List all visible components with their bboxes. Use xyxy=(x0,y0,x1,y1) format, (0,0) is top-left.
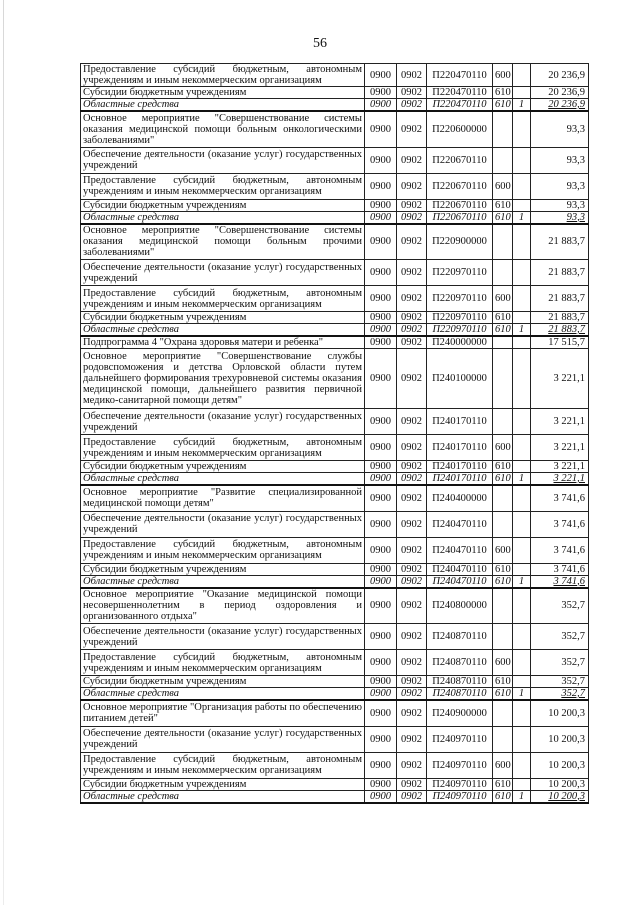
cell-amount: 10 200,3 xyxy=(531,790,589,803)
cell-amount: 20 236,9 xyxy=(531,99,589,112)
table-row xyxy=(81,199,589,211)
cell-expense-type: 600 xyxy=(493,173,513,199)
cell-amount: 352,7 xyxy=(531,588,589,624)
cell-target-article: П240970110 xyxy=(427,752,493,778)
cell-subsection: 0902 xyxy=(397,199,427,211)
cell-funding-source xyxy=(513,349,531,409)
cell-name: Предоставление субсидий бюджетным, автономным учреждениям и иным некоммерческим организациям xyxy=(81,435,365,461)
cell-funding-source: 1 xyxy=(513,790,531,803)
cell-subsection: 0902 xyxy=(397,111,427,147)
table-row xyxy=(81,409,589,435)
cell-funding-source xyxy=(513,752,531,778)
cell-name: Субсидии бюджетным учреждениям xyxy=(81,312,365,324)
cell-funding-source xyxy=(513,87,531,99)
cell-target-article: П220470110 xyxy=(427,99,493,112)
cell-expense-type: 610 xyxy=(493,211,513,224)
cell-expense-type: 610 xyxy=(493,199,513,211)
cell-target-article: П240170110 xyxy=(427,461,493,473)
cell-funding-source xyxy=(513,624,531,650)
cell-target-article: П240170110 xyxy=(427,473,493,486)
table-row xyxy=(81,688,589,701)
cell-section: 0900 xyxy=(365,211,397,224)
cell-subsection: 0902 xyxy=(397,64,427,87)
cell-funding-source xyxy=(513,588,531,624)
cell-funding-source xyxy=(513,726,531,752)
cell-subsection: 0902 xyxy=(397,778,427,790)
table-row xyxy=(81,260,589,286)
cell-name: Областные средства xyxy=(81,99,365,112)
cell-target-article: П220670110 xyxy=(427,147,493,173)
table-row xyxy=(81,99,589,112)
cell-name: Областные средства xyxy=(81,790,365,803)
cell-name: Подпрограмма 4 "Охрана здоровья матери и ребенка" xyxy=(81,336,365,349)
table-row xyxy=(81,650,589,676)
cell-section: 0900 xyxy=(365,790,397,803)
cell-subsection: 0902 xyxy=(397,688,427,701)
cell-target-article: П240970110 xyxy=(427,790,493,803)
cell-funding-source: 1 xyxy=(513,324,531,337)
cell-funding-source xyxy=(513,435,531,461)
cell-funding-source xyxy=(513,461,531,473)
cell-amount: 93,3 xyxy=(531,211,589,224)
cell-name: Предоставление субсидий бюджетным, автономным учреждениям и иным некоммерческим организациям xyxy=(81,752,365,778)
cell-section: 0900 xyxy=(365,624,397,650)
cell-name: Предоставление субсидий бюджетным, автономным учреждениям и иным некоммерческим организациям xyxy=(81,173,365,199)
cell-target-article: П220470110 xyxy=(427,87,493,99)
cell-section: 0900 xyxy=(365,700,397,726)
cell-subsection: 0902 xyxy=(397,726,427,752)
cell-funding-source xyxy=(513,409,531,435)
cell-expense-type: 610 xyxy=(493,312,513,324)
cell-target-article: П240000000 xyxy=(427,336,493,349)
cell-subsection: 0902 xyxy=(397,99,427,112)
cell-target-article: П240400000 xyxy=(427,485,493,511)
cell-section: 0900 xyxy=(365,563,397,575)
cell-subsection: 0902 xyxy=(397,173,427,199)
cell-section: 0900 xyxy=(365,147,397,173)
cell-amount: 93,3 xyxy=(531,147,589,173)
cell-amount: 93,3 xyxy=(531,111,589,147)
cell-section: 0900 xyxy=(365,224,397,260)
cell-amount: 20 236,9 xyxy=(531,64,589,87)
cell-amount: 3 221,1 xyxy=(531,409,589,435)
cell-expense-type: 610 xyxy=(493,324,513,337)
cell-target-article: П220470110 xyxy=(427,64,493,87)
cell-amount: 10 200,3 xyxy=(531,778,589,790)
cell-amount: 21 883,7 xyxy=(531,312,589,324)
table-row xyxy=(81,324,589,337)
cell-expense-type: 610 xyxy=(493,563,513,575)
cell-target-article: П240470110 xyxy=(427,575,493,588)
page-number: 56 xyxy=(313,36,327,51)
cell-funding-source: 1 xyxy=(513,473,531,486)
cell-expense-type xyxy=(493,624,513,650)
table-row xyxy=(81,511,589,537)
cell-funding-source xyxy=(513,260,531,286)
cell-section: 0900 xyxy=(365,64,397,87)
cell-expense-type xyxy=(493,726,513,752)
cell-name: Областные средства xyxy=(81,688,365,701)
cell-amount: 10 200,3 xyxy=(531,726,589,752)
cell-expense-type: 600 xyxy=(493,64,513,87)
cell-expense-type: 610 xyxy=(493,790,513,803)
cell-name: Обеспечение деятельности (оказание услуг) государственных учреждений xyxy=(81,260,365,286)
table-row xyxy=(81,111,589,147)
cell-amount: 352,7 xyxy=(531,688,589,701)
cell-target-article: П240970110 xyxy=(427,778,493,790)
cell-expense-type: 610 xyxy=(493,778,513,790)
cell-subsection: 0902 xyxy=(397,349,427,409)
cell-subsection: 0902 xyxy=(397,260,427,286)
cell-expense-type: 610 xyxy=(493,575,513,588)
cell-section: 0900 xyxy=(365,409,397,435)
cell-name: Субсидии бюджетным учреждениям xyxy=(81,87,365,99)
cell-funding-source: 1 xyxy=(513,688,531,701)
cell-subsection: 0902 xyxy=(397,511,427,537)
cell-amount: 21 883,7 xyxy=(531,224,589,260)
cell-amount: 3 741,6 xyxy=(531,563,589,575)
table-row xyxy=(81,676,589,688)
cell-expense-type xyxy=(493,111,513,147)
cell-name: Обеспечение деятельности (оказание услуг) государственных учреждений xyxy=(81,624,365,650)
cell-name: Областные средства xyxy=(81,211,365,224)
table-row xyxy=(81,700,589,726)
cell-section: 0900 xyxy=(365,511,397,537)
cell-funding-source xyxy=(513,199,531,211)
cell-funding-source xyxy=(513,676,531,688)
table-row xyxy=(81,173,589,199)
cell-target-article: П240900000 xyxy=(427,700,493,726)
cell-section: 0900 xyxy=(365,324,397,337)
cell-funding-source: 1 xyxy=(513,211,531,224)
cell-target-article: П220970110 xyxy=(427,324,493,337)
cell-section: 0900 xyxy=(365,485,397,511)
cell-section: 0900 xyxy=(365,688,397,701)
cell-section: 0900 xyxy=(365,461,397,473)
cell-amount: 21 883,7 xyxy=(531,260,589,286)
cell-funding-source xyxy=(513,224,531,260)
cell-subsection: 0902 xyxy=(397,324,427,337)
cell-section: 0900 xyxy=(365,111,397,147)
budget-table-body xyxy=(81,64,589,803)
cell-target-article: П220970110 xyxy=(427,286,493,312)
cell-expense-type xyxy=(493,485,513,511)
cell-expense-type: 600 xyxy=(493,435,513,461)
cell-target-article: П240870110 xyxy=(427,688,493,701)
cell-name: Субсидии бюджетным учреждениям xyxy=(81,461,365,473)
cell-target-article: П240470110 xyxy=(427,537,493,563)
table-row xyxy=(81,461,589,473)
cell-section: 0900 xyxy=(365,473,397,486)
cell-target-article: П240870110 xyxy=(427,624,493,650)
cell-subsection: 0902 xyxy=(397,700,427,726)
cell-target-article: П220970110 xyxy=(427,312,493,324)
cell-funding-source xyxy=(513,511,531,537)
cell-amount: 3 741,6 xyxy=(531,575,589,588)
cell-subsection: 0902 xyxy=(397,563,427,575)
cell-subsection: 0902 xyxy=(397,147,427,173)
cell-subsection: 0902 xyxy=(397,312,427,324)
cell-amount: 352,7 xyxy=(531,650,589,676)
cell-section: 0900 xyxy=(365,650,397,676)
cell-amount: 10 200,3 xyxy=(531,752,589,778)
cell-section: 0900 xyxy=(365,336,397,349)
cell-expense-type: 600 xyxy=(493,752,513,778)
cell-target-article: П240470110 xyxy=(427,563,493,575)
cell-expense-type: 610 xyxy=(493,676,513,688)
cell-amount: 21 883,7 xyxy=(531,286,589,312)
cell-expense-type: 610 xyxy=(493,688,513,701)
cell-funding-source xyxy=(513,147,531,173)
cell-name: Обеспечение деятельности (оказание услуг) государственных учреждений xyxy=(81,409,365,435)
cell-target-article: П240170110 xyxy=(427,435,493,461)
cell-funding-source xyxy=(513,286,531,312)
cell-expense-type: 610 xyxy=(493,87,513,99)
cell-amount: 17 515,7 xyxy=(531,336,589,349)
cell-amount: 10 200,3 xyxy=(531,700,589,726)
cell-target-article: П220970110 xyxy=(427,260,493,286)
cell-section: 0900 xyxy=(365,588,397,624)
cell-funding-source xyxy=(513,111,531,147)
table-row xyxy=(81,575,589,588)
cell-funding-source xyxy=(513,537,531,563)
cell-subsection: 0902 xyxy=(397,435,427,461)
cell-amount: 3 741,6 xyxy=(531,485,589,511)
cell-amount: 3 221,1 xyxy=(531,435,589,461)
cell-amount: 20 236,9 xyxy=(531,87,589,99)
cell-expense-type xyxy=(493,260,513,286)
table-row xyxy=(81,312,589,324)
cell-amount: 93,3 xyxy=(531,199,589,211)
cell-subsection: 0902 xyxy=(397,286,427,312)
cell-amount: 3 221,1 xyxy=(531,461,589,473)
scan-edge-line xyxy=(3,0,4,905)
cell-funding-source xyxy=(513,485,531,511)
cell-name: Субсидии бюджетным учреждениям xyxy=(81,676,365,688)
cell-funding-source xyxy=(513,336,531,349)
cell-target-article: П220600000 xyxy=(427,111,493,147)
cell-section: 0900 xyxy=(365,435,397,461)
cell-expense-type xyxy=(493,147,513,173)
table-row xyxy=(81,537,589,563)
cell-subsection: 0902 xyxy=(397,87,427,99)
cell-subsection: 0902 xyxy=(397,650,427,676)
cell-funding-source xyxy=(513,778,531,790)
cell-subsection: 0902 xyxy=(397,790,427,803)
cell-expense-type: 610 xyxy=(493,461,513,473)
cell-expense-type xyxy=(493,349,513,409)
cell-section: 0900 xyxy=(365,99,397,112)
table-row xyxy=(81,435,589,461)
table-row xyxy=(81,64,589,87)
cell-target-article: П240870110 xyxy=(427,676,493,688)
cell-section: 0900 xyxy=(365,752,397,778)
cell-name: Субсидии бюджетным учреждениям xyxy=(81,778,365,790)
cell-name: Предоставление субсидий бюджетным, автономным учреждениям и иным некоммерческим организациям xyxy=(81,537,365,563)
cell-section: 0900 xyxy=(365,575,397,588)
cell-subsection: 0902 xyxy=(397,624,427,650)
cell-section: 0900 xyxy=(365,87,397,99)
cell-expense-type: 600 xyxy=(493,650,513,676)
cell-subsection: 0902 xyxy=(397,537,427,563)
cell-amount: 3 221,1 xyxy=(531,473,589,486)
cell-funding-source: 1 xyxy=(513,575,531,588)
cell-target-article: П240100000 xyxy=(427,349,493,409)
cell-subsection: 0902 xyxy=(397,676,427,688)
cell-target-article: П240800000 xyxy=(427,588,493,624)
table-row xyxy=(81,473,589,486)
cell-section: 0900 xyxy=(365,173,397,199)
cell-section: 0900 xyxy=(365,778,397,790)
cell-expense-type xyxy=(493,409,513,435)
budget-table xyxy=(80,63,589,804)
cell-name: Областные средства xyxy=(81,473,365,486)
cell-name: Субсидии бюджетным учреждениям xyxy=(81,199,365,211)
table-row xyxy=(81,624,589,650)
cell-expense-type xyxy=(493,336,513,349)
table-row xyxy=(81,778,589,790)
cell-name: Субсидии бюджетным учреждениям xyxy=(81,563,365,575)
cell-section: 0900 xyxy=(365,286,397,312)
cell-expense-type: 600 xyxy=(493,286,513,312)
cell-target-article: П240170110 xyxy=(427,409,493,435)
cell-name: Обеспечение деятельности (оказание услуг) государственных учреждений xyxy=(81,511,365,537)
table-row xyxy=(81,87,589,99)
cell-amount: 3 741,6 xyxy=(531,537,589,563)
cell-expense-type: 610 xyxy=(493,99,513,112)
cell-expense-type xyxy=(493,224,513,260)
cell-section: 0900 xyxy=(365,260,397,286)
cell-target-article: П220900000 xyxy=(427,224,493,260)
table-row xyxy=(81,211,589,224)
table-row xyxy=(81,726,589,752)
cell-funding-source xyxy=(513,700,531,726)
cell-subsection: 0902 xyxy=(397,461,427,473)
table-row xyxy=(81,485,589,511)
cell-expense-type xyxy=(493,700,513,726)
cell-target-article: П220670110 xyxy=(427,173,493,199)
cell-name: Основное мероприятие "Оказание медицинской помощи несовершеннолетним в период оздоровления и организованного отдыха" xyxy=(81,588,365,624)
cell-subsection: 0902 xyxy=(397,752,427,778)
cell-amount: 3 221,1 xyxy=(531,349,589,409)
table-row xyxy=(81,752,589,778)
cell-subsection: 0902 xyxy=(397,575,427,588)
cell-name: Обеспечение деятельности (оказание услуг) государственных учреждений xyxy=(81,147,365,173)
cell-subsection: 0902 xyxy=(397,224,427,260)
cell-funding-source xyxy=(513,173,531,199)
cell-funding-source xyxy=(513,64,531,87)
cell-section: 0900 xyxy=(365,312,397,324)
cell-amount: 93,3 xyxy=(531,173,589,199)
table-row xyxy=(81,224,589,260)
cell-subsection: 0902 xyxy=(397,409,427,435)
cell-funding-source xyxy=(513,312,531,324)
cell-name: Предоставление субсидий бюджетным, автономным учреждениям и иным некоммерческим организациям xyxy=(81,286,365,312)
cell-funding-source xyxy=(513,650,531,676)
cell-name: Обеспечение деятельности (оказание услуг) государственных учреждений xyxy=(81,726,365,752)
cell-target-article: П240970110 xyxy=(427,726,493,752)
cell-name: Предоставление субсидий бюджетным, автономным учреждениям и иным некоммерческим организациям xyxy=(81,64,365,87)
table-row xyxy=(81,336,589,349)
cell-expense-type: 610 xyxy=(493,473,513,486)
cell-target-article: П220670110 xyxy=(427,211,493,224)
cell-funding-source: 1 xyxy=(513,99,531,112)
cell-subsection: 0902 xyxy=(397,211,427,224)
cell-name: Областные средства xyxy=(81,324,365,337)
cell-target-article: П240470110 xyxy=(427,511,493,537)
cell-section: 0900 xyxy=(365,676,397,688)
table-row xyxy=(81,349,589,409)
cell-subsection: 0902 xyxy=(397,473,427,486)
table-row xyxy=(81,147,589,173)
cell-expense-type: 600 xyxy=(493,537,513,563)
cell-amount: 3 741,6 xyxy=(531,511,589,537)
cell-amount: 21 883,7 xyxy=(531,324,589,337)
cell-subsection: 0902 xyxy=(397,588,427,624)
cell-name: Основное мероприятие "Совершенствование службы родовспоможения и детства Орловской области путем дальнейшего формирования трехуровневой системы оказания медицинской помощи, дальнейшего развития первичной медико-санитарной помощи детям" xyxy=(81,349,365,409)
cell-name: Основное мероприятие "Совершенствование системы оказания медицинской помощи больным онкологическими заболеваниями" xyxy=(81,111,365,147)
cell-name: Предоставление субсидий бюджетным, автономным учреждениям и иным некоммерческим организациям xyxy=(81,650,365,676)
cell-subsection: 0902 xyxy=(397,485,427,511)
cell-target-article: П220670110 xyxy=(427,199,493,211)
cell-section: 0900 xyxy=(365,726,397,752)
table-row xyxy=(81,286,589,312)
cell-subsection: 0902 xyxy=(397,336,427,349)
cell-section: 0900 xyxy=(365,349,397,409)
cell-name: Основное мероприятие "Совершенствование системы оказания медицинской помощи больным прочими заболеваниями" xyxy=(81,224,365,260)
table-row xyxy=(81,790,589,803)
cell-name: Основное мероприятие "Организация работы по обеспечению питанием детей" xyxy=(81,700,365,726)
table-row xyxy=(81,588,589,624)
cell-section: 0900 xyxy=(365,537,397,563)
cell-funding-source xyxy=(513,563,531,575)
cell-name: Областные средства xyxy=(81,575,365,588)
cell-target-article: П240870110 xyxy=(427,650,493,676)
cell-name: Основное мероприятие "Развитие специализированной медицинской помощи детям" xyxy=(81,485,365,511)
cell-expense-type xyxy=(493,511,513,537)
cell-amount: 352,7 xyxy=(531,676,589,688)
cell-amount: 352,7 xyxy=(531,624,589,650)
cell-section: 0900 xyxy=(365,199,397,211)
table-row xyxy=(81,563,589,575)
cell-expense-type xyxy=(493,588,513,624)
